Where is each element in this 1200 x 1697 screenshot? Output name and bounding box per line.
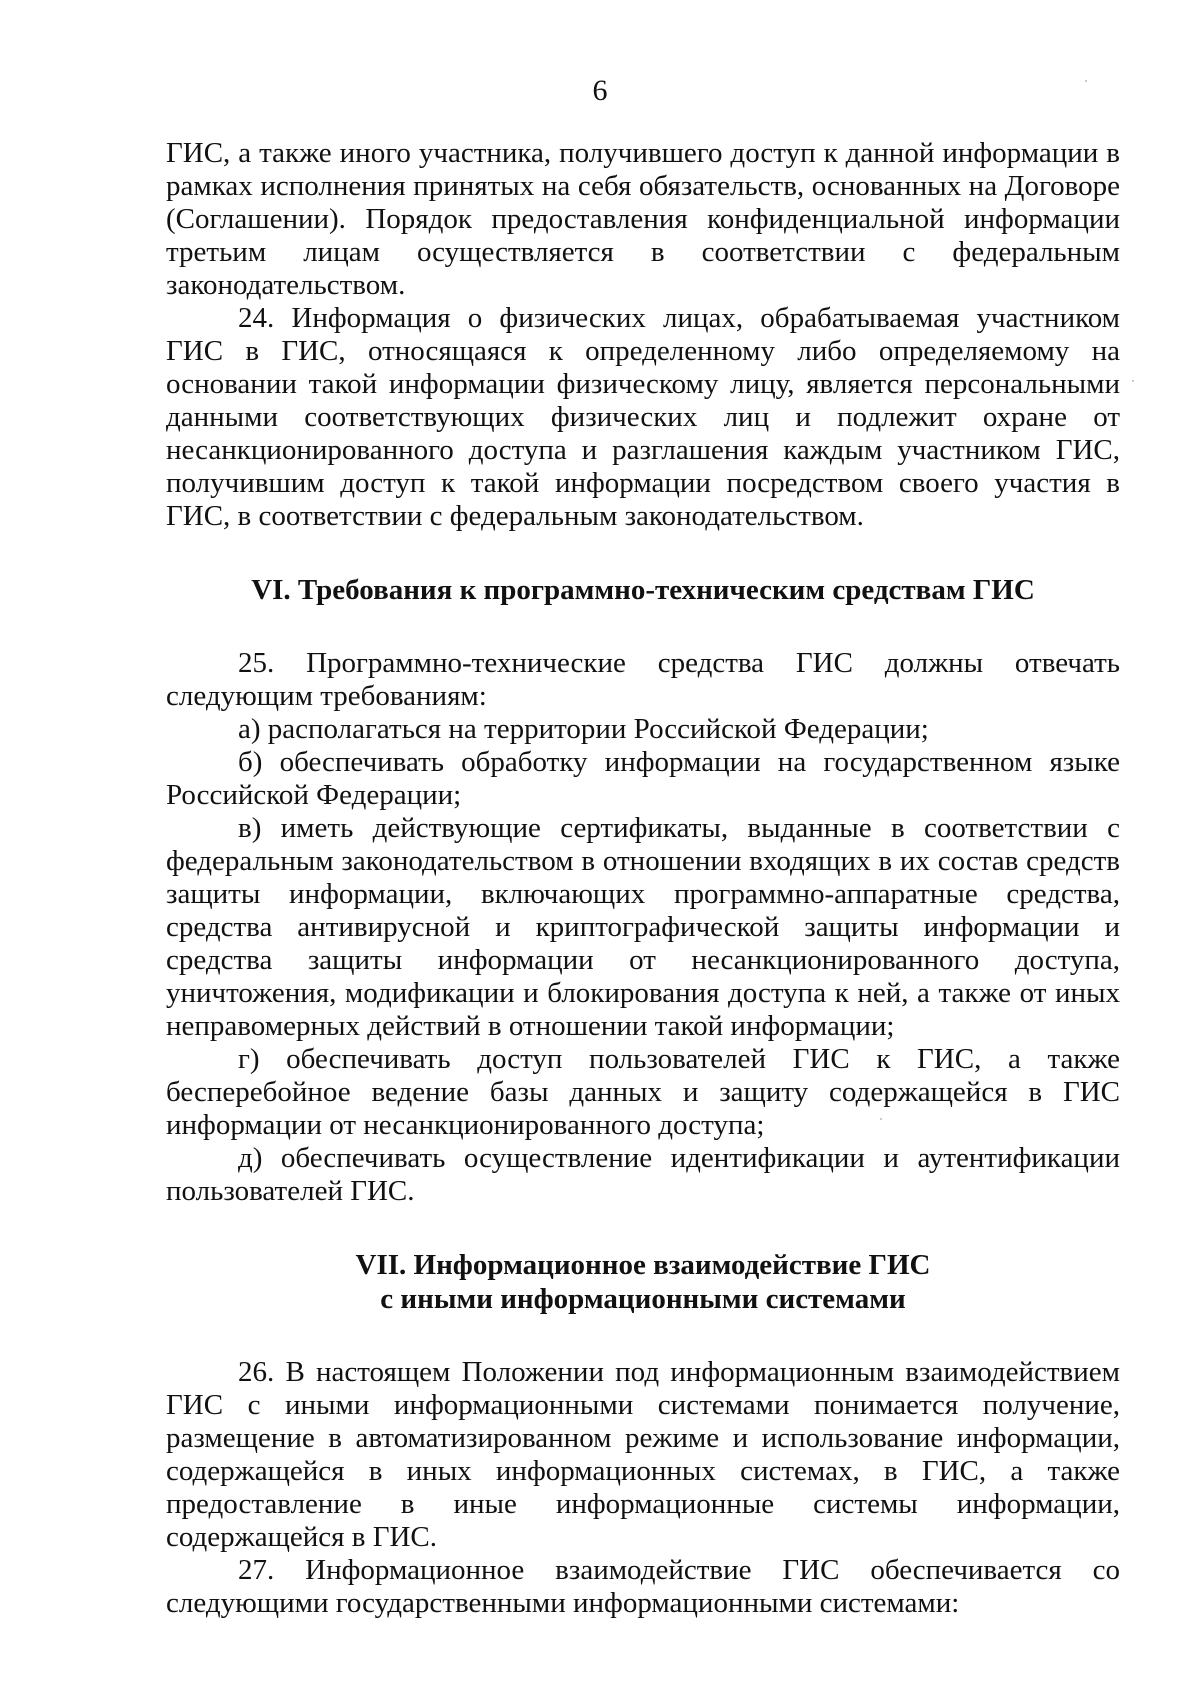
section-7-heading-line1: VII. Информационное взаимодействие ГИС bbox=[355, 1249, 931, 1281]
paragraph-25-v: в) иметь действующие сертификаты, выданные в соответствии с федеральным законодательством в отношении входящих в их состав средств защиты информации, включающих программно-аппаратные средства, средства антивирусной и криптографической защиты информации и средства защиты информации от несанкционированного доступа, уничтожения, модификации и блокирования доступа к ней, а также от иных неправомерных действий в отношении такой информации; bbox=[166, 812, 1120, 1042]
paragraph-25-a: а) располагаться на территории Российской Федерации; bbox=[238, 713, 929, 745]
paragraph-continuation: ГИС, а также иного участника, получившего доступ к данной информации в рамках исполнения принятых на себя обязательств, основанных на Договоре (Соглашении). Порядок предоставления конфиденциальной информации третьим лицам осуществляется в соответствии с федеральным законодательством. bbox=[166, 137, 1120, 301]
scan-mark-lower bbox=[880, 1118, 882, 1120]
paragraph-24: 24. Информация о физических лицах, обрабатываемая участником ГИС в ГИС, относящаяся к определенному либо определяемому на основании такой информации физическому лицу, является персональными данными соответствующих физических лиц и подлежит охране от несанкционированного доступа и разглашения каждым участником ГИС, получившим доступ к такой информации посредством своего участия в ГИС, в соответствии с федеральным законодательством. bbox=[166, 302, 1120, 532]
paragraph-25: 25. Программно-технические средства ГИС должны отвечать следующим требованиям: bbox=[166, 647, 1120, 712]
paragraph-25-d: д) обеспечивать осуществление идентификации и аутентификации пользователей ГИС. bbox=[166, 1142, 1120, 1207]
section-6-heading: VI. Требования к программно-техническим средствам ГИС bbox=[251, 574, 1035, 606]
paragraph-26: 26. В настоящем Положении под информационным взаимодействием ГИС с иными информационными системами понимается получение, размещение в автоматизированном режиме и использование информации, содержащейся в иных информационных системах, в ГИС, а также предоставление в иные информационные системы информации, содержащейся в ГИС. bbox=[166, 1356, 1120, 1553]
scan-mark-middle bbox=[1132, 380, 1134, 382]
document-body bbox=[166, 137, 1120, 1620]
paragraph-27: 27. Информационное взаимодействие ГИС обеспечивается со следующими государственными информационными системами: bbox=[166, 1554, 1120, 1619]
paragraph-25-g: г) обеспечивать доступ пользователей ГИС к ГИС, а также бесперебойное ведение базы данных и защиту содержащейся в ГИС информации от несанкционированного доступа; bbox=[166, 1043, 1120, 1141]
paragraph-25-b: б) обеспечивать обработку информации на государственном языке Российской Федерации; bbox=[166, 746, 1120, 811]
scan-mark-top bbox=[1085, 80, 1087, 82]
section-7-heading-line2: с иными информационными системами bbox=[380, 1283, 906, 1315]
page-number: 6 bbox=[592, 74, 608, 107]
